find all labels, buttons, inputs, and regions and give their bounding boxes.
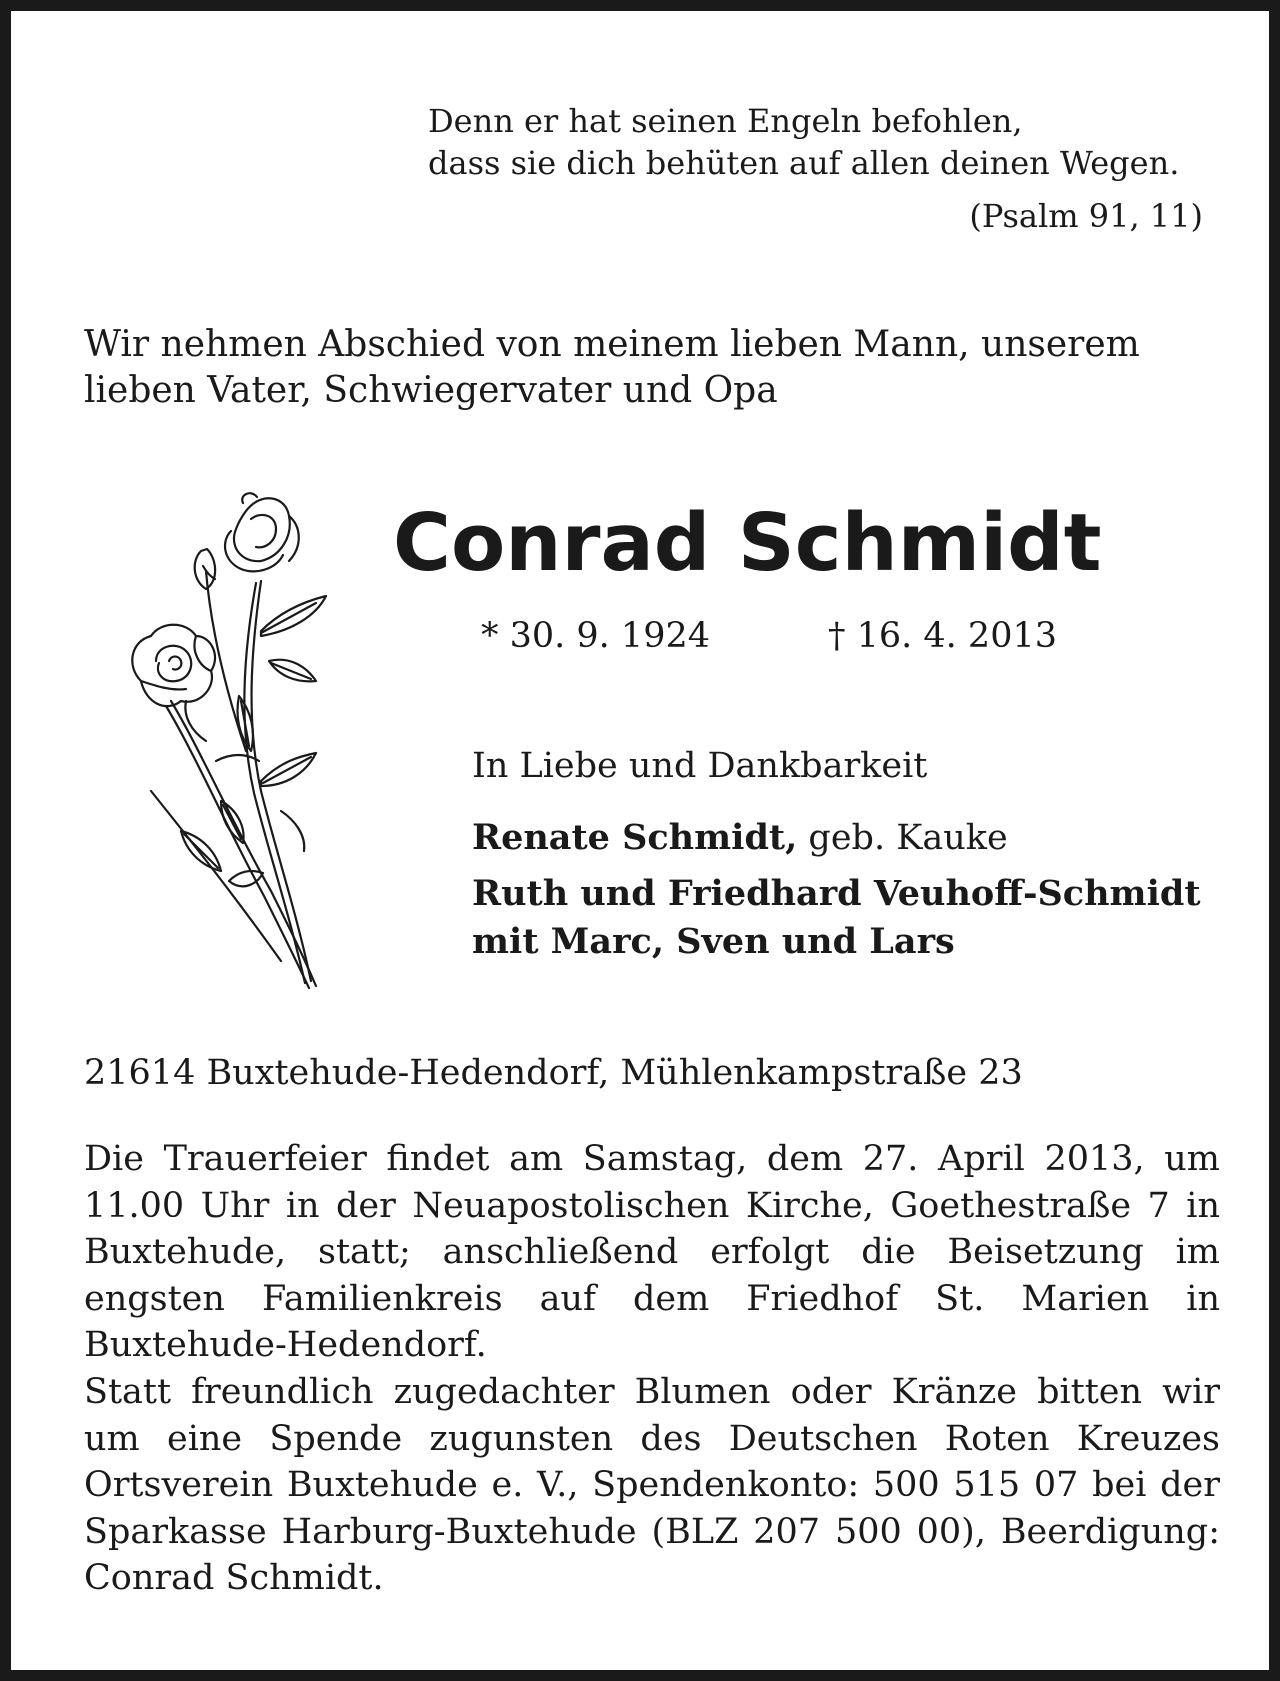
mourner-widow-maiden: geb. Kauke	[797, 818, 1008, 858]
intro-line-1: Wir nehmen Abschied von meinem lieben Mann, unserem	[84, 324, 1140, 365]
farewell-intro	[84, 322, 1140, 414]
family-address: 21614 Buxtehude-Hedendorf, Mühlenkampstraße 23	[84, 1053, 1023, 1093]
donation-paragraph: Statt freundlich zugedachter Blumen oder Kränze bitten wir um eine Spende zugunsten des Deutschen Roten Kreuzes Ortsverein Buxtehude e. V., Spendenkonto: 500 515 07 bei der Sparkasse Harburg-Buxtehude (BLZ 207 500 00), Beerdigung: Conrad Schmidt.	[84, 1372, 1220, 1598]
mourner-widow-name: Renate Schmidt,	[472, 817, 798, 858]
mourner-line-1	[472, 816, 1008, 860]
verse-reference: (Psalm 91, 11)	[969, 197, 1203, 235]
birth-date: * 30. 9. 1924	[481, 616, 711, 656]
closing-phrase: In Liebe und Dankbarkeit	[472, 746, 928, 786]
ceremony-paragraph: Die Trauerfeier findet am Samstag, dem 27. April 2013, um 11.00 Uhr in der Neuapostolischen Kirche, Goethestraße 7 in Buxtehude, statt; anschließend erfolgt die Beisetzung im engsten Familienkreis auf dem Friedhof St. Marien in Buxtehude-Hedendorf.	[84, 1139, 1220, 1365]
death-date: † 16. 4. 2013	[828, 616, 1058, 656]
intro-line-2: lieben Vater, Schwiegervater und Opa	[84, 370, 778, 411]
mourner-line-2: Ruth und Friedhard Veuhoff-Schmidt	[472, 873, 1201, 914]
rose-illustration	[111, 491, 351, 991]
verse-line-1: Denn er hat seinen Engeln befohlen,	[428, 102, 1023, 140]
deceased-name: Conrad Schmidt	[393, 497, 1102, 589]
mourner-line-3: mit Marc, Sven und Lars	[472, 921, 955, 962]
bible-verse	[428, 100, 1179, 184]
verse-line-2: dass sie dich behüten auf allen deinen Wegen.	[428, 144, 1180, 182]
